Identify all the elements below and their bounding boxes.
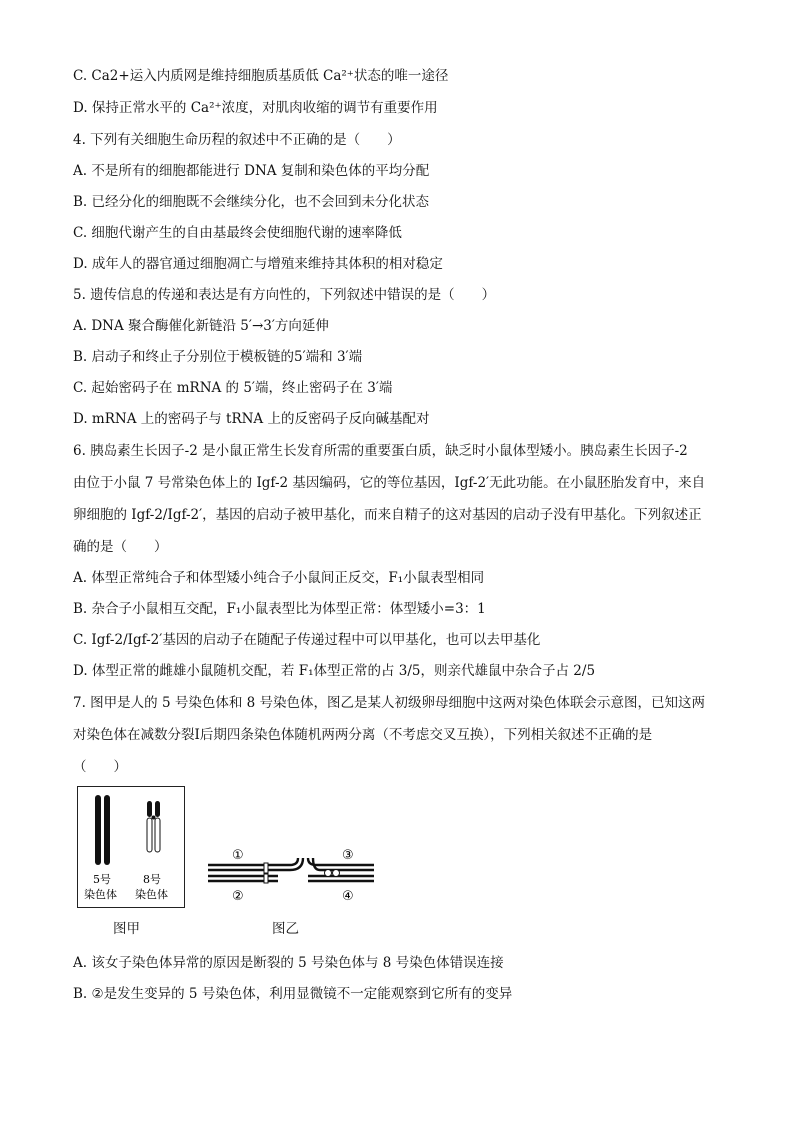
bundle-left [208,858,303,881]
figure-yi [204,844,384,908]
text-line: 7. 图甲是人的 5 号染色体和 8 号染色体，图乙是某人初级卵母细胞中这两对染色体联会示意图，已知这两 [73,695,706,711]
text-line: D. 保持正常水平的 Ca²⁺浓度，对肌肉收缩的调节有重要作用 [73,100,438,116]
text-line: 6. 胰岛素生长因子-2 是小鼠正常生长发育所需的重要蛋白质，缺乏时小鼠体型矮小。胰岛素生长因子-2 [73,443,688,459]
text-line: D. 体型正常的雌雄小鼠随机交配，若 F₁体型正常的占 3/5，则亲代雄鼠中杂合子占 2/5 [73,663,596,679]
caption-yi: 图乙 [272,921,299,937]
mark-1: ① [232,848,244,863]
chromosome-diagram-jia [78,787,184,907]
chromosome-5-left [95,795,101,865]
chromosome-5-right [104,795,110,865]
text-line: B. 已经分化的细胞既不会继续分化，也不会回到未分化状态 [73,194,430,210]
text-line: A. 不是所有的细胞都能进行 DNA 复制和染色体的平均分配 [73,163,430,179]
chromosome-diagram-yi [204,844,384,908]
text-line: B. 杂合子小鼠相互交配，F₁小鼠表型比为体型正常：体型矮小=3：1 [73,601,486,617]
text-line: C. 细胞代谢产生的自由基最终会使细胞代谢的速率降低 [73,225,402,241]
text-line: D. 成年人的器官通过细胞凋亡与增殖来维持其体积的相对稳定 [73,256,443,272]
mark-2: ② [232,889,244,904]
text-line: A. 体型正常纯合子和体型矮小纯合子小鼠间正反交，F₁小鼠表型相同 [73,570,485,586]
bundle-right [308,858,374,881]
text-line: 4. 下列有关细胞生命历程的叙述中不正确的是（ ） [73,132,401,148]
caption-jia: 图甲 [113,921,140,937]
label-8: 8号 [143,873,161,886]
text-line: （ ） [73,759,127,775]
text-line: 对染色体在减数分裂Ⅰ后期四条染色体随机两两分离（不考虑交叉互换），下列相关叙述不正确的是 [73,727,653,743]
text-line: B. ②是发生变异的 5 号染色体，利用显微镜不一定能观察到它所有的变异 [73,986,513,1002]
label-5-chromosome: 染色体 [84,888,117,901]
chromosome-8 [147,801,160,852]
mark-3: ③ [342,848,354,863]
text-line: D. mRNA 上的密码子与 tRNA 上的反密码子反向碱基配对 [73,411,430,427]
text-line: A. 该女子染色体异常的原因是断裂的 5 号染色体与 8 号染色体错误连接 [73,955,504,971]
text-line: 确的是（ ） [73,539,168,555]
text-line: 5. 遗传信息的传递和表达是有方向性的，下列叙述中错误的是（ ） [73,287,496,303]
figure-jia [77,786,185,908]
label-5: 5号 [93,873,111,886]
text-line: B. 启动子和终止子分别位于模板链的5′端和 3′端 [73,349,363,365]
mark-4: ④ [342,889,354,904]
text-line: A. DNA 聚合酶催化新链沿 5′→3′方向延伸 [73,318,329,334]
text-line: 卵细胞的 Igf-2/Igf-2′，基因的启动子被甲基化，而来自精子的这对基因的启动子没有甲基化。下列叙述正 [73,507,702,523]
text-line: C. 起始密码子在 mRNA 的 5′端，终止密码子在 3′端 [73,380,393,396]
text-line: 由位于小鼠 7 号常染色体上的 Igf-2 基因编码，它的等位基因，Igf-2′无此功能。在小鼠胚胎发育中，来自 [73,475,706,491]
label-8-chromosome: 染色体 [135,888,168,901]
text-line: C. Igf-2/Igf-2′基因的启动子在随配子传递过程中可以甲基化，也可以去甲基化 [73,632,541,648]
text-line: C. Ca2+运入内质网是维持细胞质基质低 Ca²⁺状态的唯一途径 [73,68,449,84]
